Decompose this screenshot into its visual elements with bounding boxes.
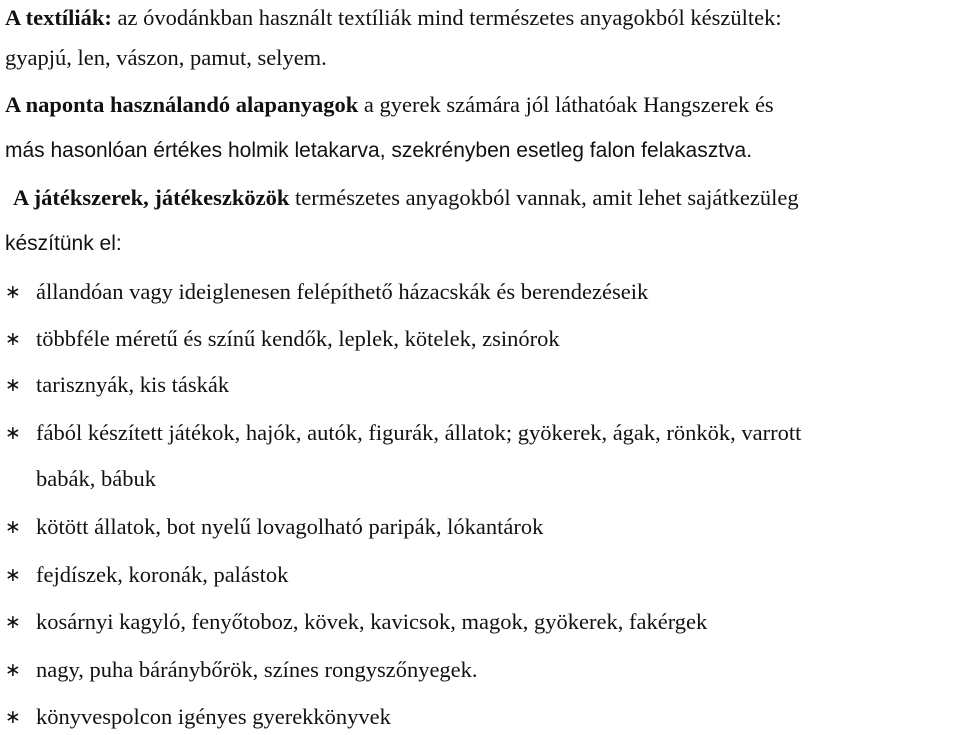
daily-materials-label: A naponta használandó alapanyagok — [5, 92, 359, 117]
bullet-icon: ∗ — [5, 516, 21, 538]
list-item: fejdíszek, koronák, palástok — [36, 562, 289, 587]
list-item: többféle méretű és színű kendők, leplek, kötelek, zsinórok — [36, 326, 560, 351]
list-item-continuation: babák, bábuk — [36, 466, 156, 491]
bullet-icon: ∗ — [5, 281, 21, 303]
paragraph-daily-materials — [5, 90, 774, 120]
bullet-icon: ∗ — [5, 564, 21, 586]
textiles-label: A textíliák: — [5, 5, 112, 30]
bullet-icon: ∗ — [5, 422, 21, 444]
daily-materials-text: a gyerek számára jól láthatóak Hangszerek és — [358, 92, 774, 117]
paragraph-toys — [13, 183, 799, 213]
list-item: fából készített játékok, hajók, autók, figurák, állatok; gyökerek, ágak, rönkök, varrott — [36, 420, 802, 445]
textiles-text: az óvodánkban használt textíliák mind természetes anyagokból készültek: — [111, 5, 782, 30]
list-item: tarisznyák, kis táskák — [36, 372, 230, 397]
bullet-icon: ∗ — [5, 374, 21, 396]
list-item: állandóan vagy ideiglenesen felépíthető házacskák és berendezéseik — [36, 279, 649, 304]
list-item: kötött állatok, bot nyelű lovagolható paripák, lókantárok — [36, 514, 544, 539]
bullet-icon: ∗ — [5, 659, 21, 681]
list-item: kosárnyi kagyló, fenyőtoboz, kövek, kavicsok, magok, gyökerek, fakérgek — [36, 609, 708, 634]
toys-text: természetes anyagokból vannak, amit lehet sajátkezüleg — [289, 185, 799, 210]
paragraph-textiles — [5, 3, 782, 33]
list-item: nagy, puha báránybőrök, színes rongyszőnyegek. — [36, 657, 478, 682]
daily-materials-continuation: más hasonlóan értékes holmik letakarva, szekrényben esetleg falon felakasztva. — [5, 139, 753, 162]
bullet-icon: ∗ — [5, 706, 21, 728]
toys-label: A játékszerek, játékeszközök — [13, 185, 290, 210]
textiles-continuation: gyapjú, len, vászon, pamut, selyem. — [5, 45, 327, 70]
toys-continuation: készítünk el: — [5, 232, 122, 255]
bullet-icon: ∗ — [5, 328, 21, 350]
bullet-icon: ∗ — [5, 611, 21, 633]
list-item: könyvespolcon igényes gyerekkönyvek — [36, 704, 391, 729]
